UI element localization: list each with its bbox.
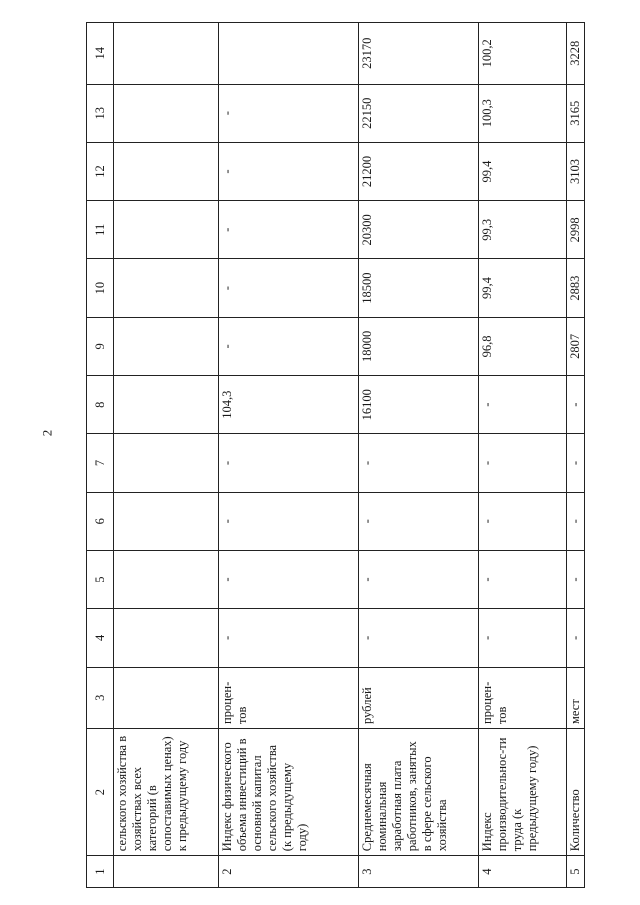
value-cell: 99,3 <box>479 201 567 259</box>
header-row <box>87 23 114 888</box>
value-cell: 18500 <box>359 259 479 317</box>
col-header: 14 <box>87 23 114 85</box>
value-cell: 99,4 <box>479 142 567 200</box>
value-cell: - <box>219 259 359 317</box>
value-cell <box>114 142 219 200</box>
value-cell: - <box>567 492 585 550</box>
value-cell <box>114 434 219 492</box>
value-cell: - <box>359 609 479 667</box>
col-header: 5 <box>87 550 114 608</box>
value-cell: 18000 <box>359 317 479 375</box>
value-cell: - <box>219 550 359 608</box>
value-cell: 99,4 <box>479 259 567 317</box>
rotated-table-wrapper <box>86 22 582 888</box>
indicator-name: Количество <box>567 729 585 856</box>
indicator-name: сельского хозяйства в хозяйствах всех категорий (в сопоставимых ценах) к предыдущему году <box>114 729 219 856</box>
value-cell <box>114 609 219 667</box>
value-cell: 3165 <box>567 84 585 142</box>
value-cell: - <box>219 142 359 200</box>
value-cell: - <box>359 434 479 492</box>
col-header: 8 <box>87 376 114 434</box>
indicators-table <box>86 22 585 888</box>
table-row <box>114 23 219 888</box>
value-cell: 100,3 <box>479 84 567 142</box>
value-cell <box>114 376 219 434</box>
value-cell: 23170 <box>359 23 479 85</box>
value-cell: - <box>219 434 359 492</box>
value-cell: 100,2 <box>479 23 567 85</box>
indicator-name: Среднемесячная номинальная заработная плата работников, занятых в сфере сельского хозяйства <box>359 729 479 856</box>
row-number: 3 <box>359 856 479 888</box>
value-cell <box>219 23 359 85</box>
row-number: 4 <box>479 856 567 888</box>
value-cell <box>114 492 219 550</box>
value-cell: - <box>219 317 359 375</box>
col-header: 13 <box>87 84 114 142</box>
page-number: 2 <box>39 429 55 437</box>
row-number <box>114 856 219 888</box>
value-cell: 2807 <box>567 317 585 375</box>
value-cell <box>114 317 219 375</box>
value-cell: 21200 <box>359 142 479 200</box>
value-cell <box>114 23 219 85</box>
table-row <box>567 23 585 888</box>
value-cell <box>114 201 219 259</box>
col-header: 9 <box>87 317 114 375</box>
value-cell: - <box>219 201 359 259</box>
table-row <box>219 23 359 888</box>
col-header: 11 <box>87 201 114 259</box>
col-header: 3 <box>87 667 114 728</box>
value-cell: - <box>359 550 479 608</box>
value-cell: - <box>567 376 585 434</box>
col-header: 12 <box>87 142 114 200</box>
table-row <box>479 23 567 888</box>
table-row <box>359 23 479 888</box>
unit-cell: процен-тов <box>479 667 567 728</box>
value-cell <box>114 550 219 608</box>
indicator-name: Индекс физического объема инвестиций в основной капитал сельского хозяйства (к предыдущему году) <box>219 729 359 856</box>
indicator-name: Индекс производительнос-ти труда (к предыдущему году) <box>479 729 567 856</box>
value-cell: 16100 <box>359 376 479 434</box>
value-cell: - <box>479 550 567 608</box>
col-header: 7 <box>87 434 114 492</box>
value-cell: 3103 <box>567 142 585 200</box>
value-cell <box>114 259 219 317</box>
value-cell: - <box>479 492 567 550</box>
value-cell: - <box>479 376 567 434</box>
col-header: 4 <box>87 609 114 667</box>
row-number: 5 <box>567 856 585 888</box>
col-header: 6 <box>87 492 114 550</box>
unit-cell <box>114 667 219 728</box>
unit-cell: процен-тов <box>219 667 359 728</box>
value-cell: 3228 <box>567 23 585 85</box>
value-cell <box>114 84 219 142</box>
value-cell: 22150 <box>359 84 479 142</box>
value-cell: - <box>479 434 567 492</box>
value-cell: - <box>219 84 359 142</box>
value-cell: - <box>219 492 359 550</box>
value-cell: - <box>567 609 585 667</box>
unit-cell: рублей <box>359 667 479 728</box>
value-cell: - <box>567 550 585 608</box>
value-cell: - <box>479 609 567 667</box>
value-cell: - <box>567 434 585 492</box>
value-cell: 20300 <box>359 201 479 259</box>
value-cell: 2883 <box>567 259 585 317</box>
value-cell: - <box>359 492 479 550</box>
value-cell: - <box>219 609 359 667</box>
value-cell: 2998 <box>567 201 585 259</box>
row-number: 2 <box>219 856 359 888</box>
col-header: 2 <box>87 729 114 856</box>
value-cell: 104,3 <box>219 376 359 434</box>
col-header: 10 <box>87 259 114 317</box>
value-cell: 96,8 <box>479 317 567 375</box>
unit-cell: мест <box>567 667 585 728</box>
col-header: 1 <box>87 856 114 888</box>
